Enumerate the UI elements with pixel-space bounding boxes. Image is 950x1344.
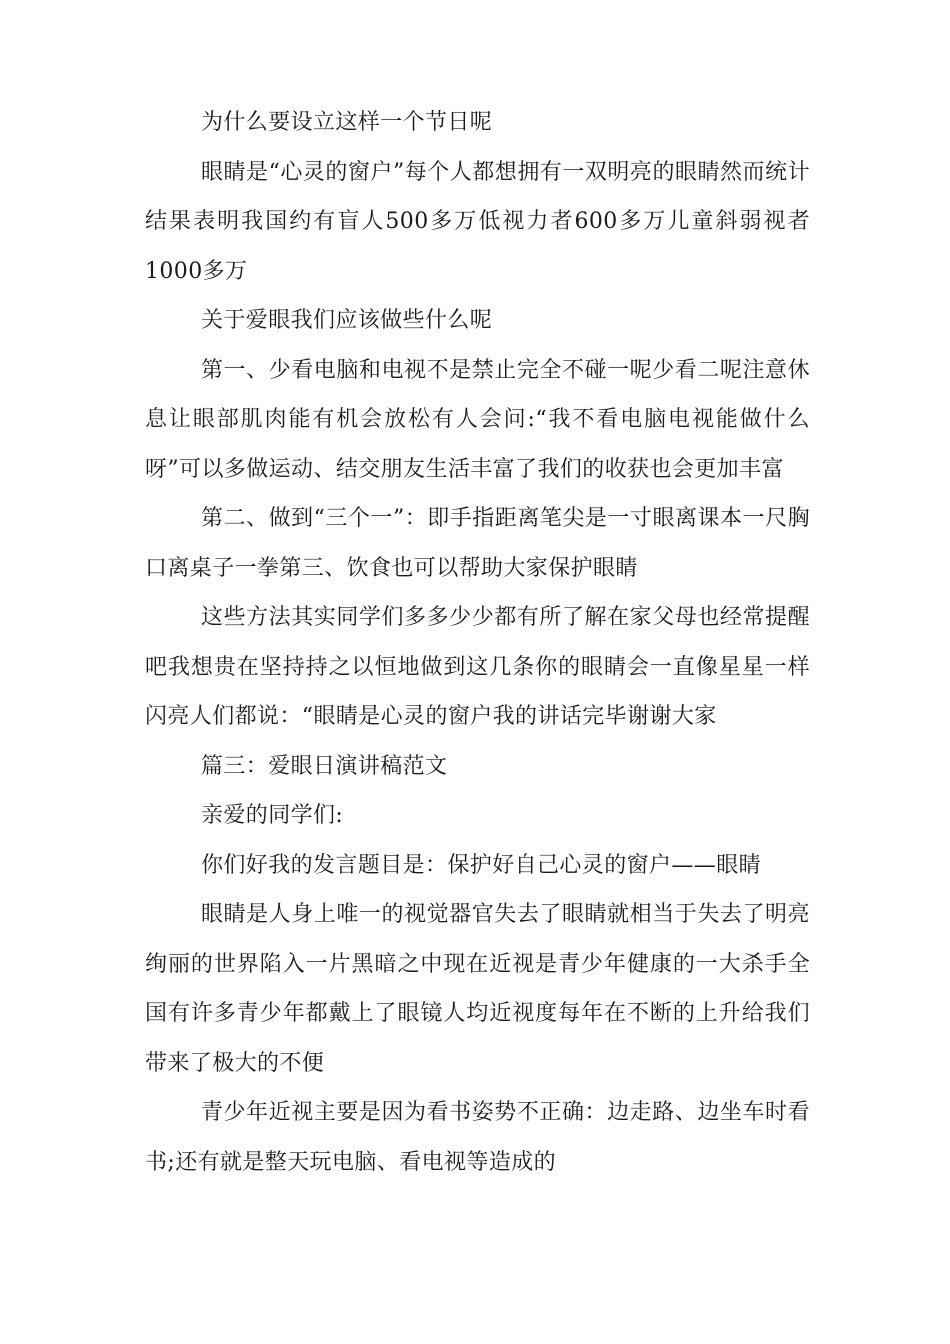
document-body (145, 98, 810, 1187)
paragraph: 眼睛是人身上唯一的视觉器官失去了眼睛就相当于失去了明亮绚丽的世界陷入一片黑暗之中现在近视是青少年健康的一大杀手全国有许多青少年都戴上了眼镜人均近视度每年在不断的上升给我们带来了极大的不便 (145, 902, 810, 1076)
paragraph: 为什么要设立这样一个节日呢 (201, 110, 493, 135)
paragraph: 第一、少看电脑和电视不是禁止完全不碰一呢少看二呢注意休息让眼部肌肉能有机会放松有人会问:“我不看电脑电视能做什么呀”可以多做运动、结交朋友生活丰富了我们的收获也会更加丰富 (145, 357, 810, 482)
paragraph: 青少年近视主要是因为看书姿势不正确：边走路、边坐车时看书;还有就是整天玩电脑、看电视等造成的 (145, 1100, 810, 1175)
paragraph: 关于爱眼我们应该做些什么呢 (201, 308, 493, 333)
section-heading: 篇三：爱眼日演讲稿范文 (201, 753, 448, 779)
paragraph: 这些方法其实同学们多多少少都有所了解在家父母也经常提醒吧我想贵在坚持持之以恒地做到这几条你的眼睛会一直像星星一样闪亮人们都说：“眼睛是心灵的窗户我的讲话完毕谢谢大家 (145, 605, 810, 729)
salutation: 亲爱的同学们: (201, 803, 344, 828)
paragraph: 第二、做到“三个一”：即手指距离笔尖是一寸眼离课本一尺胸口离桌子一拳第三、饮食也可以帮助大家保护眼睛 (145, 506, 810, 581)
paragraph: 眼睛是“心灵的窗户”每个人都想拥有一双明亮的眼睛然而统计结果表明我国约有盲人500多万低视力者600多万儿童斜弱视者1000多万 (145, 159, 810, 284)
paragraph: 你们好我的发言题目是：保护好自己心灵的窗户——眼睛 (201, 852, 762, 878)
